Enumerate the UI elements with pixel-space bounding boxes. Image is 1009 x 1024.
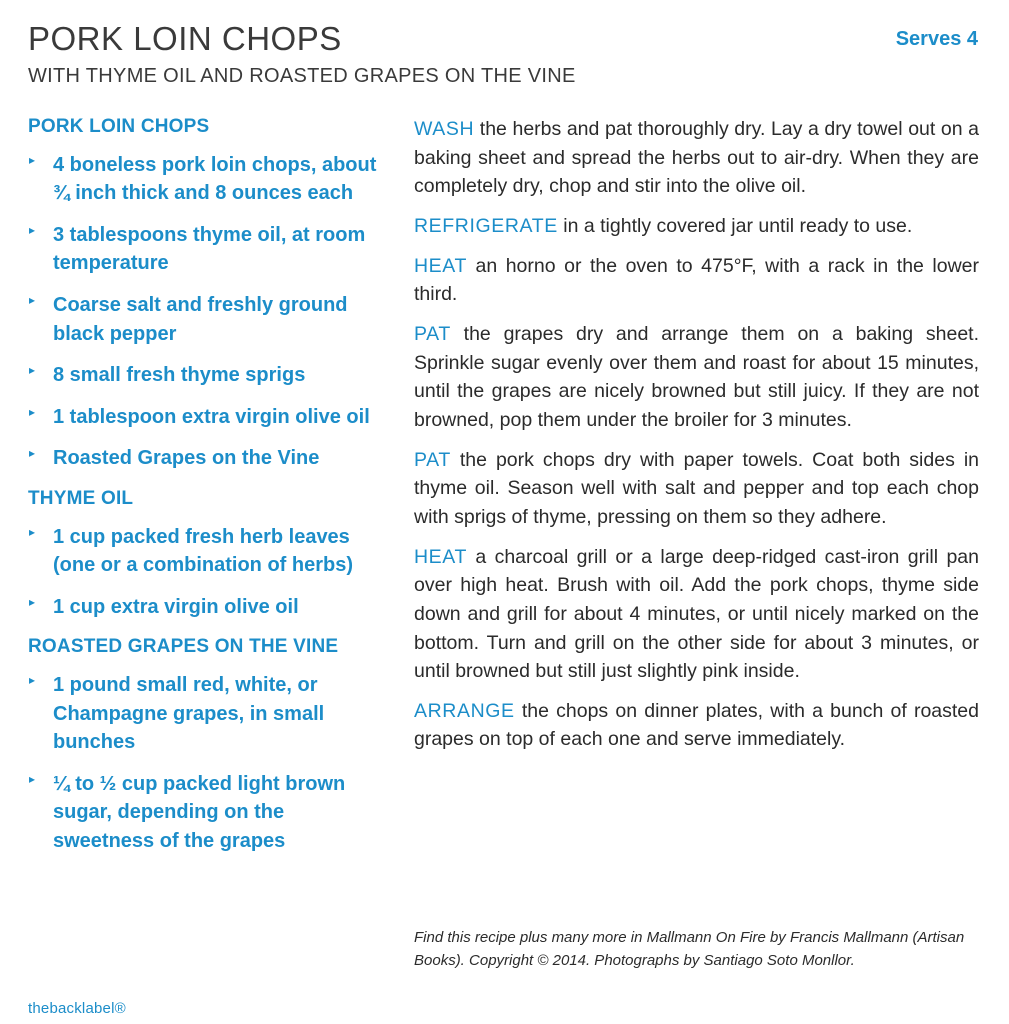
- instruction-step: [414, 543, 979, 686]
- instructions-column: [414, 115, 979, 765]
- ingredient-item: [28, 151, 378, 208]
- triangle-bullet-icon: ▸: [29, 292, 36, 307]
- ingredient-item: [28, 291, 378, 348]
- step-text: the chops on dinner plates, with a bunch of roasted grapes on top of each one and serve immediately.: [414, 699, 979, 751]
- step-verb: HEAT: [414, 254, 467, 277]
- instruction-step: [414, 252, 979, 309]
- triangle-bullet-icon: ▸: [29, 446, 36, 461]
- brand-logo: thebacklabel®: [28, 1000, 126, 1017]
- triangle-bullet-icon: ▸: [29, 404, 36, 419]
- ingredient-item: [28, 770, 378, 856]
- ingredient-text: 1 pound small red, white, or Champagne grapes, in small bunches: [53, 673, 325, 754]
- ingredient-item: [28, 403, 378, 432]
- ingredient-item: [28, 671, 378, 757]
- instruction-step: [414, 697, 979, 754]
- step-verb: PAT: [414, 322, 451, 345]
- ingredient-item: [28, 221, 378, 278]
- instruction-step: [414, 446, 979, 532]
- triangle-bullet-icon: ▸: [29, 524, 36, 539]
- instruction-step: [414, 115, 979, 201]
- recipe-title: PORK LOIN CHOPS: [28, 20, 342, 57]
- step-text: the pork chops dry with paper towels. Coat both sides in thyme oil. Season well with salt and pepper and top each chop with sprigs of thyme, pressing on them so they adhere.: [414, 448, 979, 528]
- instruction-step: [414, 320, 979, 435]
- ingredient-text: 1 cup packed fresh herb leaves (one or a combination of herbs): [53, 525, 354, 577]
- triangle-bullet-icon: ▸: [29, 363, 36, 378]
- ingredient-text: 4 boneless pork loin chops, about ¾ inch thick and 8 ounces each: [53, 153, 377, 205]
- ingredient-item: [28, 593, 378, 622]
- ingredient-text: 8 small fresh thyme sprigs: [53, 364, 306, 387]
- step-text: an horno or the oven to 475°F, with a rack in the lower third.: [414, 254, 979, 306]
- ingredient-text: ¼ to ½ cup packed light brown sugar, depending on the sweetness of the grapes: [53, 772, 346, 852]
- ingredient-item: [28, 361, 378, 390]
- ingredient-item: [28, 444, 378, 473]
- step-text: a charcoal grill or a large deep-ridged cast-iron grill pan over high heat. Brush with oil. Add the pork chops, thyme side down and grill for about 4 minutes, or until nicely marked on the bottom. Turn and grill on the other side for about 3 minutes, or until browned but still just slightly pink inside.: [414, 545, 979, 683]
- ingredient-list: [28, 151, 378, 473]
- book-credit: Find this recipe plus many more in Mallmann On Fire by Francis Mallmann (Artisan Books). Copyright © 2014. Photographs by Santiago Soto Monllor.: [414, 929, 965, 970]
- step-verb: ARRANGE: [414, 699, 515, 722]
- ingredient-text: Coarse salt and freshly ground black pepper: [53, 293, 348, 345]
- ingredient-text: 1 tablespoon extra virgin olive oil: [53, 405, 370, 428]
- ingredient-list: [28, 671, 378, 856]
- ingredients-column: [28, 114, 378, 868]
- triangle-bullet-icon: ▸: [29, 594, 36, 609]
- step-text: the grapes dry and arrange them on a baking sheet. Sprinkle sugar evenly over them and roast for about 15 minutes, until the grapes are nicely browned but still juicy. If they are not browned, pop them under the broiler for 3 minutes.: [414, 322, 979, 431]
- ingredient-text: 3 tablespoons thyme oil, at room temperature: [53, 223, 366, 275]
- step-verb: PAT: [414, 448, 451, 471]
- step-text: in a tightly covered jar until ready to use.: [563, 214, 913, 237]
- step-text: the herbs and pat thoroughly dry. Lay a dry towel out on a baking sheet and spread the herbs out to air-dry. When they are completely dry, chop and stir into the olive oil.: [414, 118, 980, 198]
- triangle-bullet-icon: ▸: [29, 222, 36, 237]
- ingredient-text: Roasted Grapes on the Vine: [53, 447, 320, 470]
- ingredient-item: [28, 523, 378, 580]
- triangle-bullet-icon: ▸: [29, 771, 36, 786]
- instruction-step: [414, 212, 979, 241]
- serves-count: Serves 4: [895, 28, 978, 50]
- step-verb: WASH: [414, 118, 475, 140]
- step-verb: HEAT: [414, 545, 467, 568]
- ingredient-text: 1 cup extra virgin olive oil: [53, 595, 299, 618]
- ingredient-section-heading: PORK LOIN CHOPS: [28, 116, 210, 137]
- step-verb: REFRIGERATE: [414, 214, 558, 237]
- ingredient-list: [28, 523, 378, 622]
- triangle-bullet-icon: ▸: [29, 672, 36, 687]
- ingredient-section-heading: ROASTED GRAPES ON THE VINE: [28, 636, 339, 658]
- triangle-bullet-icon: ▸: [29, 152, 36, 167]
- recipe-subtitle: WITH THYME OIL AND ROASTED GRAPES ON THE VINE: [28, 65, 576, 87]
- ingredient-section-heading: THYME OIL: [28, 487, 134, 509]
